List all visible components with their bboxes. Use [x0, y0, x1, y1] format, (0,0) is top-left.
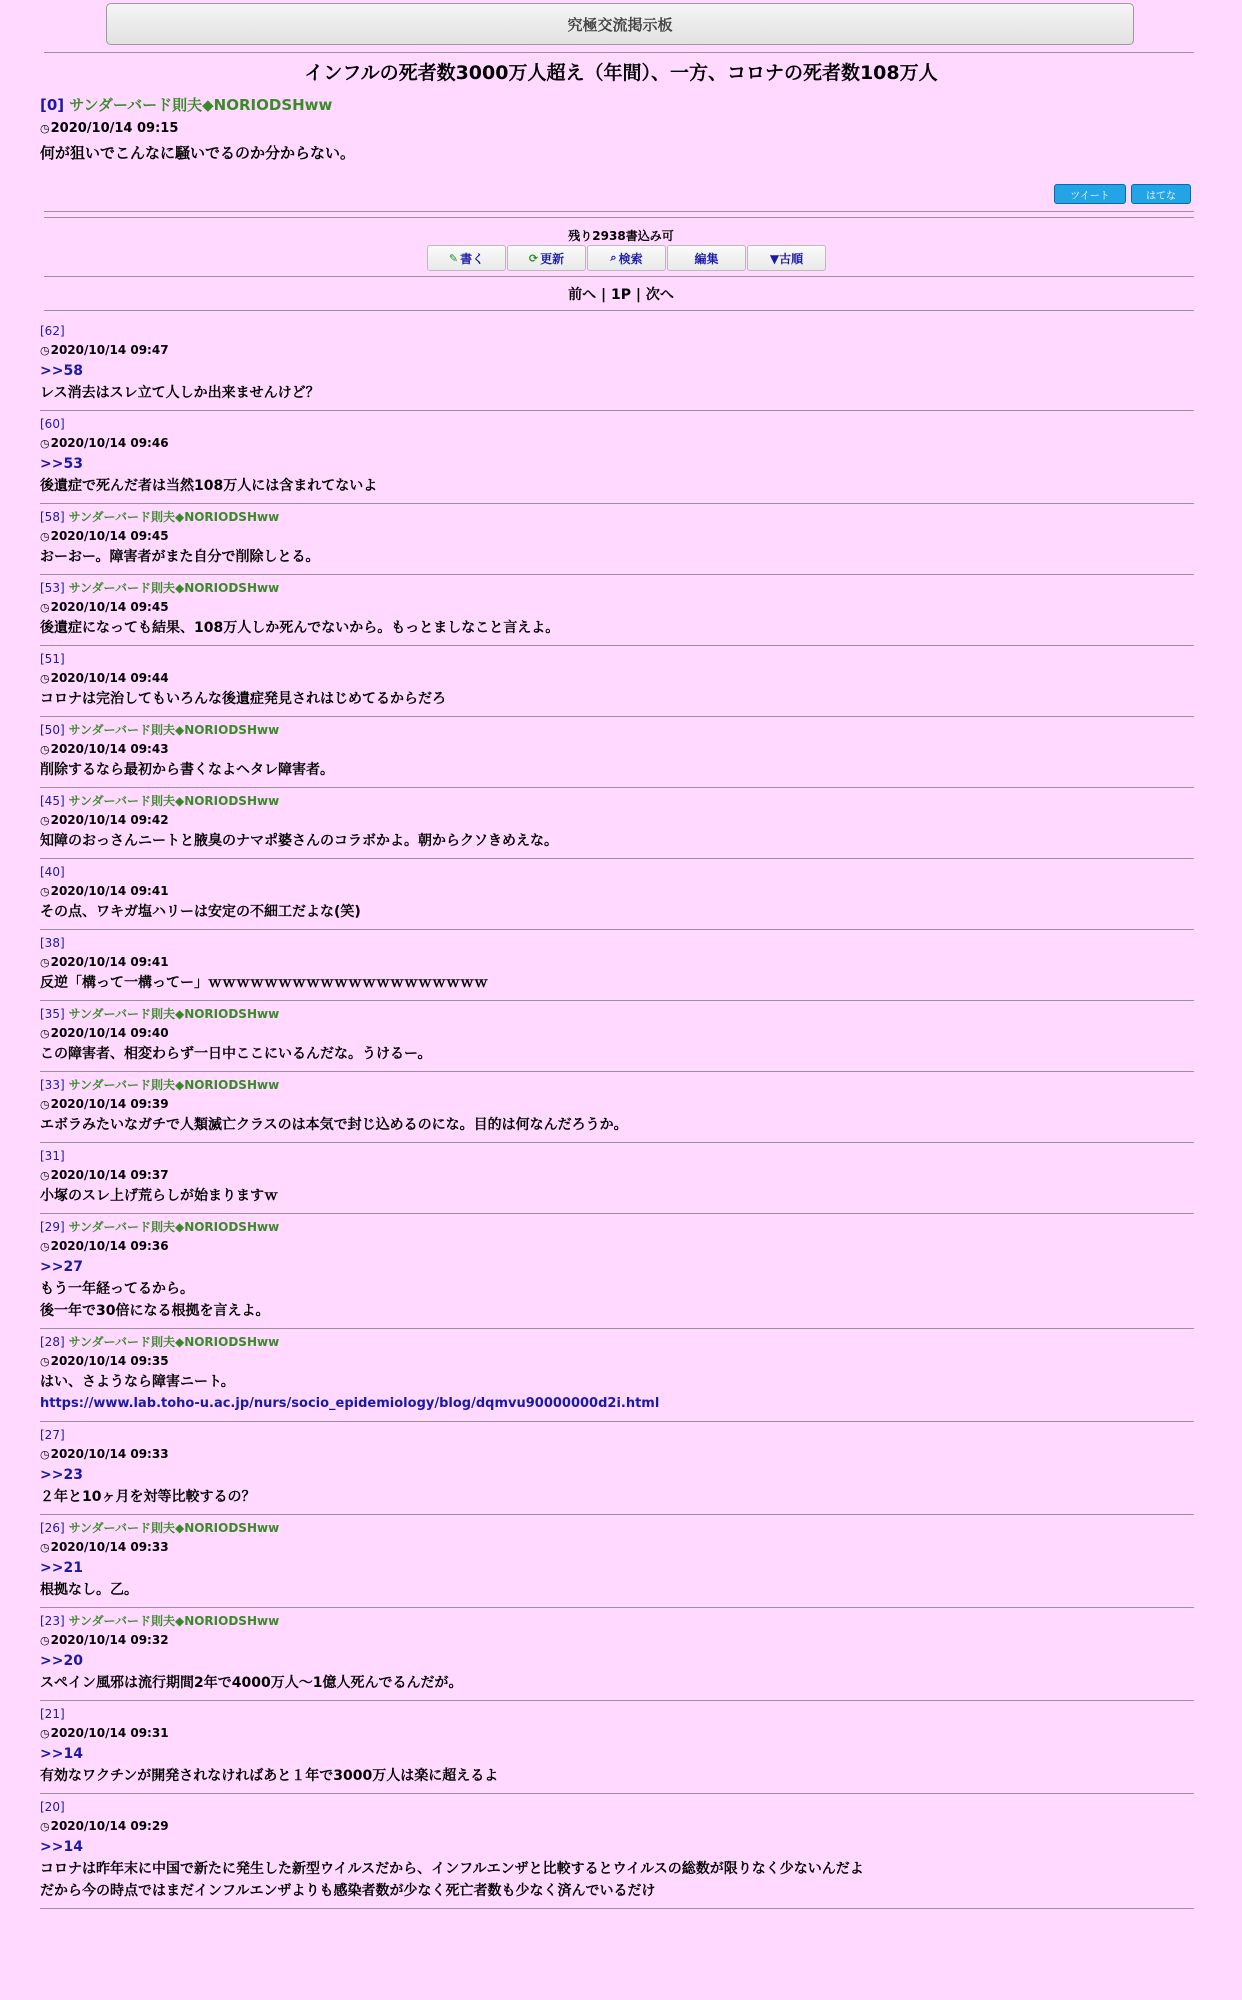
post-meta	[40, 579, 1194, 597]
post-date-row	[40, 952, 1194, 972]
post-author: サンダーバード則夫◆NORIODSHww	[68, 1078, 280, 1092]
post-meta	[40, 792, 1194, 810]
post-date-row	[40, 810, 1194, 830]
pager: 前へ | 1P | 次へ	[568, 287, 674, 303]
refresh-icon: ⟳	[528, 251, 539, 265]
clock-icon: ◷	[40, 122, 50, 135]
divider	[44, 310, 1194, 311]
thread-title: インフルの死者数3000万人超え（年間）、一方、コロナの死者数108万人	[304, 62, 938, 84]
post-meta	[40, 863, 1194, 881]
reply-anchor-link[interactable]: >>14	[40, 1839, 83, 1855]
post-date: 2020/10/14 09:45	[50, 600, 169, 614]
post-number[interactable]: [62]	[40, 324, 65, 338]
post-date: 2020/10/14 09:39	[50, 1097, 169, 1111]
toolbar	[427, 245, 827, 271]
post-date: 2020/10/14 09:37	[50, 1168, 169, 1182]
post-date: 2020/10/14 09:41	[50, 955, 169, 969]
post-date: 2020/10/14 09:44	[50, 671, 169, 685]
post-date-row	[40, 1723, 1194, 1743]
post-body-line: ２年と10ヶ月を対等比較するの？	[40, 1489, 256, 1505]
reply-anchor-link[interactable]: >>23	[40, 1467, 83, 1483]
post-body-line: その点、ワキガ塩ハリーは安定の不細工だよな(笑)	[40, 904, 361, 920]
post-date-row	[40, 1444, 1194, 1464]
post-body-line: 後一年で30倍になる根拠を言えよ。	[40, 1303, 270, 1319]
post	[40, 318, 1194, 411]
post-meta	[40, 1076, 1194, 1094]
post-number[interactable]: [23]	[40, 1614, 65, 1628]
post-body-line: 反逆「構って一構ってー」ｗｗｗｗｗｗｗｗｗｗｗｗｗｗｗｗｗｗｗｗ	[40, 975, 488, 991]
post-meta	[40, 1005, 1194, 1023]
post-meta	[40, 934, 1194, 952]
reply-anchor-link[interactable]: >>21	[40, 1560, 83, 1576]
clock-icon: ◷	[40, 1240, 50, 1253]
post-list	[40, 318, 1194, 1909]
reply-anchor-link[interactable]: >>53	[40, 456, 83, 472]
post-date-row	[40, 1023, 1194, 1043]
post-date: 2020/10/14 09:33	[50, 1540, 169, 1554]
post-body-line: コロナは昨年末に中国で新たに発生した新型ウイルスだから、インフルエンザと比較するとウイルスの総数が限りなく少ないんだよ	[40, 1861, 864, 1877]
clock-icon: ◷	[40, 1027, 50, 1040]
post-meta	[40, 415, 1194, 433]
post-date-row	[40, 526, 1194, 546]
reply-anchor-link[interactable]: >>14	[40, 1746, 83, 1762]
op-body: 何が狙いでこんなに騒いでるのか分からない。	[40, 144, 356, 162]
post-body-line: コロナは完治してもいろんな後遺症発見されはじめてるからだろ	[40, 691, 446, 707]
post-body-line: おーおー。障害者がまた自分で削除しとる。	[40, 549, 320, 565]
clock-icon: ◷	[40, 956, 50, 969]
post	[40, 717, 1194, 788]
post-number[interactable]: [45]	[40, 794, 65, 808]
post-number[interactable]: [40]	[40, 865, 65, 879]
post-body-line: 根拠なし。乙。	[40, 1582, 138, 1598]
post-number[interactable]: [33]	[40, 1078, 65, 1092]
post	[40, 930, 1194, 1001]
post-number[interactable]: [29]	[40, 1220, 65, 1234]
write-button[interactable]: ✎ 書く	[427, 245, 506, 271]
post-number[interactable]: [58]	[40, 510, 65, 524]
post-url-link[interactable]: https://www.lab.toho-u.ac.jp/nurs/socio_epidemiology/blog/dqmvu90000000d2i.html	[40, 1396, 660, 1411]
clock-icon: ◷	[40, 1634, 50, 1647]
search-icon: ⌕	[610, 251, 617, 264]
post-number[interactable]: [51]	[40, 652, 65, 666]
post-date: 2020/10/14 09:42	[50, 813, 169, 827]
refresh-button[interactable]: ⟳ 更新	[507, 245, 586, 271]
clock-icon: ◷	[40, 1098, 50, 1111]
post-number[interactable]: [26]	[40, 1521, 65, 1535]
reply-anchor-link[interactable]: >>58	[40, 363, 83, 379]
post-number[interactable]: [60]	[40, 417, 65, 431]
post	[40, 1001, 1194, 1072]
post	[40, 411, 1194, 504]
hatena-button[interactable]: はてな	[1131, 184, 1191, 204]
post-date-row	[40, 1165, 1194, 1185]
post-body-line: 有効なワクチンが開発されなければあと１年で3000万人は楽に超えるよ	[40, 1768, 499, 1784]
clock-icon: ◷	[40, 1448, 50, 1461]
post-meta	[40, 508, 1194, 526]
clock-icon: ◷	[40, 1169, 50, 1182]
post-meta	[40, 1798, 1194, 1816]
post-meta	[40, 650, 1194, 668]
reply-anchor-link[interactable]: >>27	[40, 1259, 83, 1275]
clock-icon: ◷	[40, 1541, 50, 1554]
post-date-row	[40, 597, 1194, 617]
clock-icon: ◷	[40, 743, 50, 756]
post-author: サンダーバード則夫◆NORIODSHww	[68, 1614, 280, 1628]
post-meta	[40, 1519, 1194, 1537]
next-page-link[interactable]: 次へ	[645, 287, 674, 303]
post-meta	[40, 1705, 1194, 1723]
post	[40, 575, 1194, 646]
clock-icon: ◷	[40, 1355, 50, 1368]
edit-button[interactable]: 編集	[667, 245, 746, 271]
post-author: サンダーバード則夫◆NORIODSHww	[68, 581, 280, 595]
op-date: 2020/10/14 09:15	[50, 121, 179, 136]
post-date: 2020/10/14 09:40	[50, 1026, 169, 1040]
post-number[interactable]: [53]	[40, 581, 65, 595]
post-number[interactable]: [28]	[40, 1335, 65, 1349]
post	[40, 788, 1194, 859]
post-meta	[40, 721, 1194, 739]
post-date-row	[40, 1094, 1194, 1114]
post	[40, 1214, 1194, 1329]
post-date: 2020/10/14 09:43	[50, 742, 169, 756]
post-date: 2020/10/14 09:45	[50, 529, 169, 543]
reply-anchor-link[interactable]: >>20	[40, 1653, 83, 1669]
post-author: サンダーバード則夫◆NORIODSHww	[68, 1521, 280, 1535]
op-number[interactable]: [0]	[40, 96, 65, 114]
post-meta	[40, 322, 1194, 340]
post-date: 2020/10/14 09:47	[50, 343, 169, 357]
post-body-line: 削除するなら最初から書くなよヘタレ障害者。	[40, 762, 334, 778]
post-date-row	[40, 1236, 1194, 1256]
post-date-row	[40, 668, 1194, 688]
post-date-row	[40, 1351, 1194, 1371]
clock-icon: ◷	[40, 437, 50, 450]
post-author: サンダーバード則夫◆NORIODSHww	[68, 1335, 280, 1349]
post-author: サンダーバード則夫◆NORIODSHww	[68, 510, 280, 524]
post-date: 2020/10/14 09:35	[50, 1354, 169, 1368]
post-number[interactable]: [50]	[40, 723, 65, 737]
post-body-line: もう一年経ってるから。	[40, 1281, 194, 1297]
post-number[interactable]: [21]	[40, 1707, 65, 1721]
post	[40, 1329, 1194, 1422]
divider	[44, 211, 1194, 212]
post-date: 2020/10/14 09:33	[50, 1447, 169, 1461]
clock-icon: ◷	[40, 344, 50, 357]
current-page[interactable]: 1P	[610, 287, 631, 303]
clock-icon: ◷	[40, 530, 50, 543]
clock-icon: ◷	[40, 672, 50, 685]
post-date: 2020/10/14 09:32	[50, 1633, 169, 1647]
divider	[44, 217, 1194, 218]
post-number[interactable]: [35]	[40, 1007, 65, 1021]
post-date-row	[40, 1630, 1194, 1650]
post-body-line: エボラみたいなガチで人類滅亡クラスのは本気で封じ込めるのにな。目的は何なんだろうか。	[40, 1117, 628, 1133]
clock-icon: ◷	[40, 1820, 50, 1833]
post-number[interactable]: [20]	[40, 1800, 65, 1814]
remaining-posts: 残り2938書込み可	[568, 229, 674, 243]
sort-order-button[interactable]: ▼古順	[747, 245, 826, 271]
post-number[interactable]: [27]	[40, 1428, 65, 1442]
post-date-row	[40, 340, 1194, 360]
post-date-row	[40, 433, 1194, 453]
post-number[interactable]: [31]	[40, 1149, 65, 1163]
site-title: 究極交流掲示板	[567, 15, 673, 34]
post-author: サンダーバード則夫◆NORIODSHww	[68, 723, 280, 737]
post-body-line: 後遺症になっても結果、108万人しか死んでないから。もっとましなこと言えよ。	[40, 620, 560, 636]
post-body-line: スペイン風邪は流行期間2年で4000万人～1億人死んでるんだが。	[40, 1675, 463, 1691]
post-body-line: この障害者、相変わらず一日中ここにいるんだな。うけるー。	[40, 1046, 432, 1062]
site-header[interactable]	[106, 3, 1134, 45]
post	[40, 1072, 1194, 1143]
post-date: 2020/10/14 09:41	[50, 884, 169, 898]
post-meta	[40, 1426, 1194, 1444]
post-meta	[40, 1333, 1194, 1351]
clock-icon: ◷	[40, 814, 50, 827]
post-meta	[40, 1218, 1194, 1236]
pencil-icon: ✎	[448, 251, 459, 265]
post-meta	[40, 1612, 1194, 1630]
post-date: 2020/10/14 09:31	[50, 1726, 169, 1740]
post-author: サンダーバード則夫◆NORIODSHww	[68, 1220, 280, 1234]
post-meta	[40, 1147, 1194, 1165]
post-body-line: 知障のおっさんニートと腋臭のナマポ婆さんのコラボかよ。朝からクソきめえな。	[40, 833, 558, 849]
post	[40, 1701, 1194, 1794]
post-body-line: だから今の時点ではまだインフルエンザよりも感染者数が少なく死亡者数も少なく済んでいるだけ	[40, 1883, 656, 1899]
post	[40, 1608, 1194, 1701]
post-author: サンダーバード則夫◆NORIODSHww	[68, 1007, 280, 1021]
prev-page-link[interactable]: 前へ	[568, 287, 597, 303]
op-author: サンダーバード則夫◆NORIODSHww	[69, 96, 333, 114]
post-body-line: はい、さようなら障害ニート。	[40, 1374, 235, 1390]
clock-icon: ◷	[40, 601, 50, 614]
divider	[44, 276, 1194, 277]
post-date-row	[40, 1537, 1194, 1557]
op-post	[40, 94, 1190, 163]
clock-icon: ◷	[40, 885, 50, 898]
post	[40, 1515, 1194, 1608]
clock-icon: ◷	[40, 1727, 50, 1740]
post	[40, 859, 1194, 930]
post	[40, 646, 1194, 717]
post	[40, 1143, 1194, 1214]
search-button[interactable]: ⌕ 検索	[587, 245, 666, 271]
post-date: 2020/10/14 09:46	[50, 436, 169, 450]
post-date: 2020/10/14 09:29	[50, 1819, 169, 1833]
post	[40, 504, 1194, 575]
post-date-row	[40, 1816, 1194, 1836]
post-date: 2020/10/14 09:36	[50, 1239, 169, 1253]
post-body-line: 後遺症で死んだ者は当然108万人には含まれてないよ	[40, 478, 378, 494]
post-body-line: レス消去はスレ立て人しか出来ませんけど？	[40, 385, 320, 401]
post-date-row	[40, 739, 1194, 759]
post	[40, 1794, 1194, 1909]
divider	[44, 52, 1194, 53]
tweet-button[interactable]: ツイート	[1054, 184, 1126, 204]
post	[40, 1422, 1194, 1515]
post-author: サンダーバード則夫◆NORIODSHww	[68, 794, 280, 808]
post-body-line: 小塚のスレ上げ荒らしが始まりますｗ	[40, 1188, 278, 1204]
post-date-row	[40, 881, 1194, 901]
post-number[interactable]: [38]	[40, 936, 65, 950]
